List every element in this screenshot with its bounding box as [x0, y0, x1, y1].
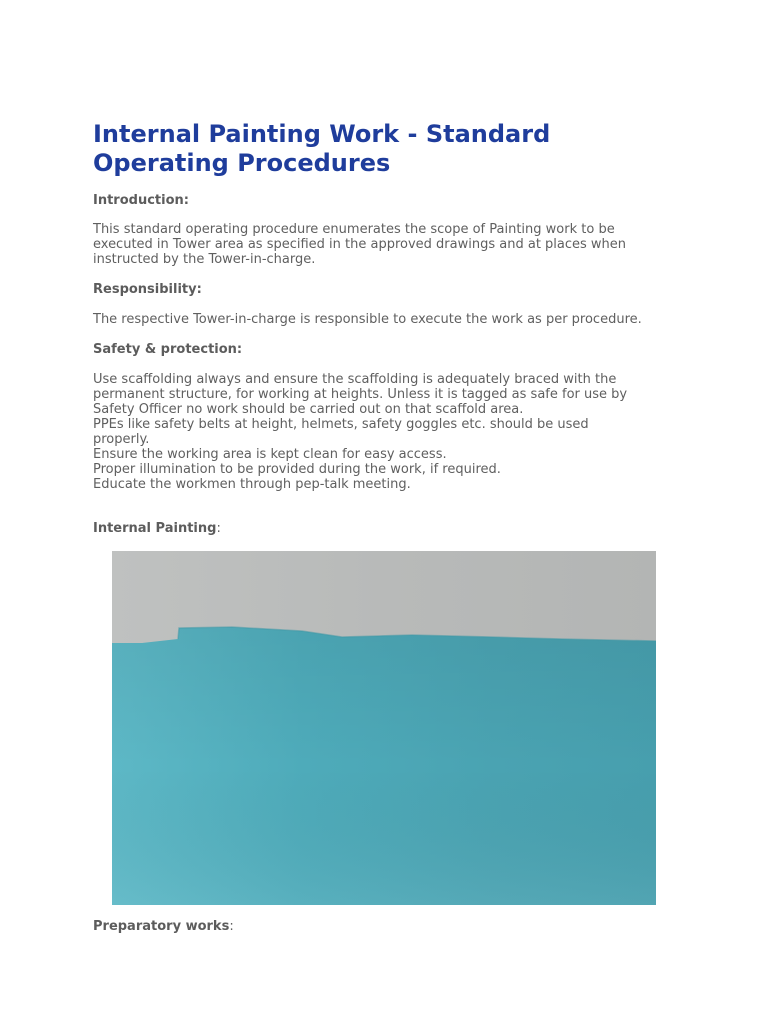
internal-painting-label — [93, 521, 683, 536]
title-line-2: Operating Procedures — [93, 149, 391, 177]
responsibility-heading: Responsibility: — [93, 282, 202, 297]
painted-wall-photo — [112, 551, 656, 905]
title-line-1: Internal Painting Work - Standard — [93, 120, 551, 148]
safety-line: Educate the workmen through pep-talk meeting. — [93, 477, 411, 492]
safety-line: properly. — [93, 432, 150, 447]
safety-line: PPEs like safety belts at height, helmets, safety goggles etc. should be used — [93, 417, 589, 432]
teal-paint-shading — [112, 627, 656, 905]
painted-wall-illustration — [112, 551, 656, 905]
safety-paragraph — [93, 372, 683, 492]
introduction-paragraph — [93, 222, 683, 267]
responsibility-line: The respective Tower-in-charge is responsible to execute the work as per procedure. — [93, 312, 642, 327]
introduction-line: instructed by the Tower-in-charge. — [93, 252, 316, 267]
safety-line: Safety Officer no work should be carried out on that scaffold area. — [93, 402, 524, 417]
internal-painting-heading: Internal Painting — [93, 521, 217, 536]
page-title — [93, 120, 693, 178]
preparatory-colon: : — [229, 919, 234, 934]
safety-line: Proper illumination to be provided during the work, if required. — [93, 462, 501, 477]
introduction-line: This standard operating procedure enumerates the scope of Painting work to be — [93, 222, 615, 237]
preparatory-heading: Preparatory works — [93, 919, 230, 934]
safety-line: Ensure the working area is kept clean for easy access. — [93, 447, 447, 462]
introduction-heading: Introduction: — [93, 193, 189, 208]
preparatory-label — [93, 919, 683, 934]
safety-line: Use scaffolding always and ensure the scaffolding is adequately braced with the — [93, 372, 617, 387]
safety-line: permanent structure, for working at heights. Unless it is tagged as safe for use by — [93, 387, 628, 402]
introduction-line: executed in Tower area as specified in the approved drawings and at places when — [93, 237, 627, 252]
safety-heading: Safety & protection: — [93, 342, 243, 357]
responsibility-paragraph — [93, 312, 683, 327]
internal-painting-colon: : — [216, 521, 221, 536]
